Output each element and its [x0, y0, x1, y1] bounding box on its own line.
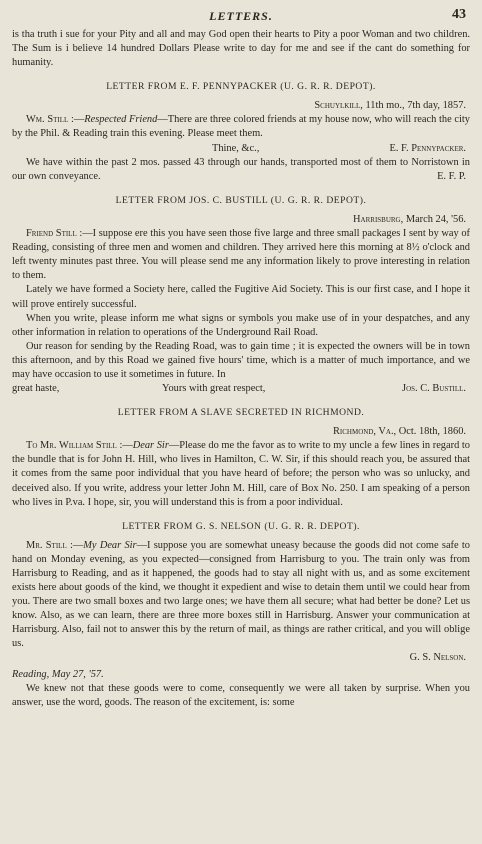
salutation-greeting: My Dear Sir: [83, 539, 137, 551]
heading-pennypacker: LETTER FROM E. F. PENNYPACKER (U. G. R. R. DEPOT).: [106, 81, 376, 93]
salutation-separator: :—: [66, 539, 84, 551]
dateline-pennypacker: [12, 99, 470, 113]
letter-paragraph-3: When you write, please inform me what signs or symbols you make use of in your despatches, and any other information in relation to operations of the Underground Rail Road.: [12, 312, 470, 338]
letter-paragraph-4: Our reason for sending by the Reading Road, was to gain time ; it is expected the owners will be in town this afternoon, and by this Road we gained five hours' time, which is a matter of much importance, and we may have occasion to use it sometimes in future. In: [12, 340, 470, 380]
signature-nelson: G. S. Nelson.: [409, 652, 466, 664]
running-title: LETTERS.: [209, 9, 273, 23]
dateline-date: , Oct. 18th, 1860.: [393, 426, 466, 438]
heading-richmond: LETTER FROM A SLAVE SECRETED IN RICHMOND.: [117, 407, 365, 419]
salutation-name: Wm. Still: [26, 114, 69, 126]
closing-haste: great haste,: [12, 383, 60, 395]
letter-text: —I suppose you are somewhat uneasy because the goods did not come safe to hand on Monday evening, as you expected—consigned from Harrisburg to you. The train only was from Harrisburg to Reading, and as it happened, the goods had to stay all night with us, and as some excitement exists here about goods of the kind, we thought it expedient and wise to detain them until we could hear from you. There are two small boxes and two large ones; we have them all secure; what had better be done? Let us know. Also, as we can learn, there are three more boxes still in Harrisburg. Answer your communication at Harrisburg. Also, fail not to answer this by the return of mail, as things are rather critical, and you will oblige us.: [12, 539, 470, 650]
closing-row-pennypacker: [12, 142, 470, 156]
intro-paragraph: is tha truth i sue for your Pity and all and may God open their hearts to Pity a poor Woman and two children. The Sum is i believe 14 hundred Dollars Please write to day for me and see if the cant do something for humanity.: [12, 29, 470, 69]
running-header: [12, 6, 470, 28]
salutation-name: Friend Still: [26, 228, 77, 240]
heading-bustill: LETTER FROM JOS. C. BUSTILL (U. G. R. R. DEPOT).: [115, 194, 367, 206]
letter-body-richmond: [12, 439, 470, 509]
letter-text: —There are three colored friends at my house now, who will reach the city by the Phil. & Reading train this evening. Please meet them.: [12, 114, 470, 140]
signature-bustill: Jos. C. Bustill.: [402, 383, 466, 395]
final-paragraph: We knew not that these goods were to come, consequently we were all taken by surprise. When you answer, use the word, goods. The reason of the excitement, is: some: [12, 682, 470, 708]
postscript-initials: E. F. P.: [437, 170, 466, 182]
postscript-text: We have within the past 2 mos. passed 43 through our hands, transported most of them to Norristown in our own conveyance.: [12, 156, 470, 182]
dateline-date: March 24, '56.: [405, 213, 466, 225]
salutation-separator: :—: [116, 440, 133, 452]
heading-nelson: LETTER FROM G. S. NELSON (U. G. R. R. DEPOT).: [122, 520, 360, 532]
closing-respect: Yours with great respect,: [162, 383, 266, 395]
closing: Thine, &c.,: [212, 142, 260, 154]
salutation-greeting: Dear Sir: [132, 440, 169, 452]
dateline-place: Harrisburg,: [353, 213, 404, 225]
salutation-name: Mr. Still: [26, 539, 67, 551]
salutation-to: To Mr. William Still: [26, 440, 117, 452]
letter-paragraph-1: [12, 227, 470, 283]
salutation-separator: :—: [68, 114, 85, 126]
page-number: 43: [452, 7, 466, 22]
letter-text: —Please do me the favor as to write to my uncle a few lines in regard to the bundle that is for John H. Hill, who lives in Hamilton, C. W. Sir, if this should reach you, be assured that it comes from the same poor individual that you have heard of before; the person who was so unlucky, and deceived also. If you write, address your letter John M. Hill, care of Box No. 250. I am speaking of a person who lives in P.va. I hope, sir, you will understand this is from a poor individual.: [12, 440, 470, 508]
signature-pennypacker: E. F. Pennypacker.: [389, 142, 466, 154]
letter-body-pennypacker: [12, 113, 470, 141]
closing-row-bustill: [12, 382, 470, 396]
letter-paragraph-2: Lately we have formed a Society here, called the Fugitive Aid Society. This is our first case, and I hope it will prove entirely successful.: [12, 284, 470, 310]
dateline-bustill: [12, 213, 470, 227]
letter-body-nelson: [12, 539, 470, 652]
dateline-richmond: [12, 425, 470, 439]
dateline-date: 11th mo., 7th day, 1857.: [365, 100, 466, 112]
letter-text: :—I suppose ere this you have seen those five large and three small packages I sent by way of Reading, consisting of three men and women and children. They arrived here this morning at 8½ o'clock and left twenty minutes past three. You will please send me any information likely to prove interesting in relation to them.: [12, 228, 471, 282]
place-date-nelson: Reading, May 27, '57.: [12, 668, 104, 680]
dateline-place: Schuylkill,: [314, 100, 363, 112]
dateline-place: Richmond, Va.: [333, 426, 394, 438]
salutation-greeting: Respected Friend: [84, 114, 158, 126]
